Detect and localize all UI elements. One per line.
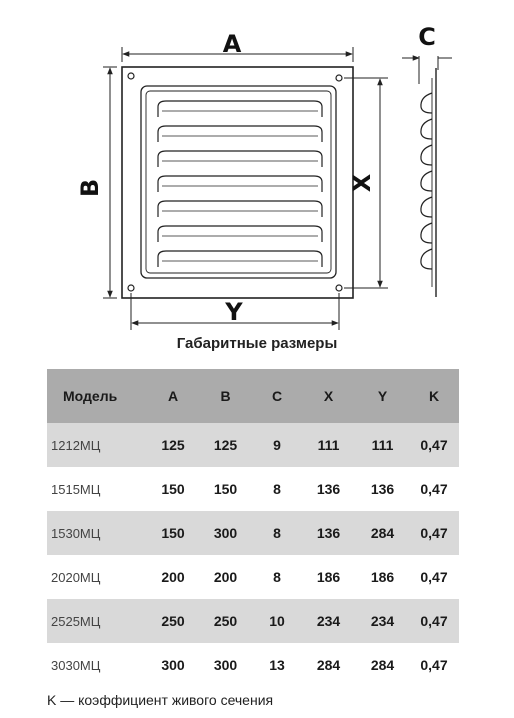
cell-c: 8 (273, 481, 281, 497)
louver-slat (158, 151, 322, 167)
cell-c: 8 (273, 525, 281, 541)
cell-b: 200 (213, 569, 238, 585)
cell-y: 284 (370, 657, 395, 673)
cell-model: 1212МЦ (51, 437, 101, 453)
cell-y: 186 (370, 569, 395, 585)
cell-y: 234 (370, 613, 395, 629)
cell-x: 284 (316, 657, 341, 673)
cell-a: 250 (161, 613, 185, 629)
cell-a: 150 (161, 481, 185, 497)
cell-k: 0,47 (420, 437, 448, 453)
cell-c: 9 (273, 437, 281, 453)
col-header-c: C (271, 388, 283, 404)
louver-slat (158, 176, 322, 192)
table-header-row (47, 369, 459, 423)
dimension-c-label: C (418, 23, 436, 51)
grille-inner-border (141, 86, 336, 278)
footnote: K — коэффициент живого сечения (47, 692, 274, 708)
cell-k: 0,47 (420, 481, 448, 497)
cell-b: 125 (213, 437, 238, 453)
table-row (47, 467, 459, 511)
mount-hole (128, 285, 134, 291)
side-louver-fin (421, 171, 432, 191)
cell-c: 8 (273, 569, 281, 585)
dimensions-table (47, 369, 459, 687)
cell-y: 111 (371, 437, 394, 453)
side-louver-fin (421, 197, 432, 217)
louver-slat (158, 251, 322, 267)
side-louver-fin (421, 145, 432, 165)
col-header-y: Y (377, 388, 388, 404)
technical-drawing (0, 0, 514, 330)
drawing-caption: Габаритные размеры (176, 335, 338, 352)
col-header-model: Модель (63, 388, 118, 404)
dimension-x-label: X (348, 173, 376, 193)
cell-a: 150 (161, 525, 185, 541)
dimension-y-label: Y (225, 298, 243, 326)
cell-y: 284 (370, 525, 395, 541)
table-row (47, 423, 459, 467)
mount-hole (336, 75, 342, 81)
louver-slat (158, 201, 322, 217)
cell-k: 0,47 (420, 613, 448, 629)
louver-slat (158, 226, 322, 242)
cell-k: 0,47 (420, 525, 448, 541)
cell-model: 2525МЦ (51, 613, 101, 629)
cell-model: 1515МЦ (51, 481, 101, 497)
cell-model: 2020МЦ (51, 569, 101, 585)
cell-y: 136 (370, 481, 395, 497)
table-row (47, 511, 459, 555)
side-view-louvers (421, 93, 432, 269)
cell-b: 300 (213, 525, 238, 541)
dimension-a-label: A (222, 30, 242, 58)
cell-model: 3030МЦ (51, 657, 101, 673)
side-louver-fin (421, 119, 432, 139)
side-louver-fin (421, 249, 432, 269)
louver-slat (158, 126, 322, 142)
cell-c: 13 (269, 657, 285, 673)
louver-group (158, 101, 322, 267)
col-header-a: A (167, 388, 179, 404)
col-header-b: B (220, 388, 231, 404)
louver-slat (158, 101, 322, 117)
mount-hole (128, 73, 134, 79)
cell-b: 250 (213, 613, 238, 629)
cell-b: 300 (213, 657, 238, 673)
cell-b: 150 (213, 481, 238, 497)
cell-a: 125 (161, 437, 185, 453)
table-row (47, 643, 459, 687)
cell-k: 0,47 (420, 657, 448, 673)
cell-model: 1530МЦ (51, 525, 101, 541)
cell-k: 0,47 (420, 569, 448, 585)
table-row (47, 555, 459, 599)
cell-a: 300 (161, 657, 185, 673)
cell-x: 186 (316, 569, 341, 585)
table-row (47, 599, 459, 643)
mount-hole (336, 285, 342, 291)
side-louver-fin (421, 223, 432, 243)
cell-x: 136 (316, 525, 341, 541)
cell-c: 10 (269, 613, 285, 629)
col-header-k: K (428, 388, 440, 404)
cell-x: 234 (316, 613, 341, 629)
dimension-b-label: B (76, 178, 104, 198)
cell-x: 111 (317, 437, 340, 453)
cell-x: 136 (316, 481, 341, 497)
side-louver-fin (421, 93, 432, 113)
col-header-x: X (323, 388, 334, 404)
cell-a: 200 (161, 569, 185, 585)
